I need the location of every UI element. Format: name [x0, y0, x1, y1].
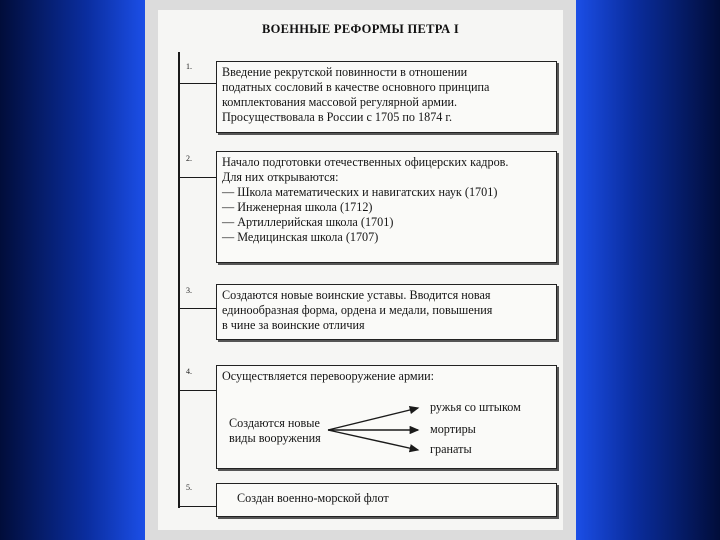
- reform-text-line: — Медицинская школа (1707): [222, 230, 379, 244]
- reform-text-line: единообразная форма, ордена и медали, повышения: [222, 303, 493, 317]
- reform-text-line: — Инженерная школа (1712): [222, 200, 373, 214]
- weapons-intro-line: Создаются новые: [229, 416, 320, 430]
- reform-text-line: податных сословий в качестве основного принципа: [222, 80, 490, 94]
- connector: [179, 506, 216, 507]
- reform-number: 4.: [186, 367, 192, 376]
- arrow-to-rifles: [328, 408, 418, 430]
- reform-number: 2.: [186, 154, 192, 163]
- reform-text-line: Создан военно-морской флот: [237, 491, 389, 505]
- reform-number: 3.: [186, 286, 192, 295]
- reform-5-box: [216, 483, 557, 517]
- reform-number: 5.: [186, 483, 192, 492]
- reform-text-line: комплектования массовой регулярной армии.: [222, 95, 458, 109]
- reform-text-line: Просуществовала в России с 1705 по 1874 г.: [222, 110, 453, 124]
- reform-text-line: — Артиллерийская школа (1701): [222, 215, 394, 229]
- weapon-mortars: мортиры: [430, 422, 476, 436]
- reform-text-line: — Школа математических и навигатских наук (1701): [222, 185, 498, 199]
- reform-4-heading: Осуществляется перевооружение армии:: [222, 369, 434, 383]
- document-page: [158, 10, 563, 530]
- weapon-rifles: ружья со штыком: [430, 400, 521, 414]
- weapon-arrows: [158, 10, 563, 530]
- reform-text-line: в чине за воинские отличия: [222, 318, 365, 332]
- reform-text-line: Создаются новые воинские уставы. Вводится новая: [222, 288, 491, 302]
- reform-number: 1.: [186, 62, 192, 71]
- slide-frame: [145, 0, 576, 540]
- reform-text-line: Начало подготовки отечественных офицерских кадров.: [222, 155, 509, 169]
- reform-text-line: Для них открываются:: [222, 170, 339, 184]
- arrow-to-grenades: [328, 430, 418, 450]
- page-title: ВОЕННЫЕ РЕФОРМЫ ПЕТРА I: [261, 22, 460, 36]
- weapons-intro-line: виды вооружения: [229, 431, 321, 445]
- reform-text-line: Введение рекрутской повинности в отношении: [222, 65, 468, 79]
- weapon-grenades: гранаты: [430, 442, 472, 456]
